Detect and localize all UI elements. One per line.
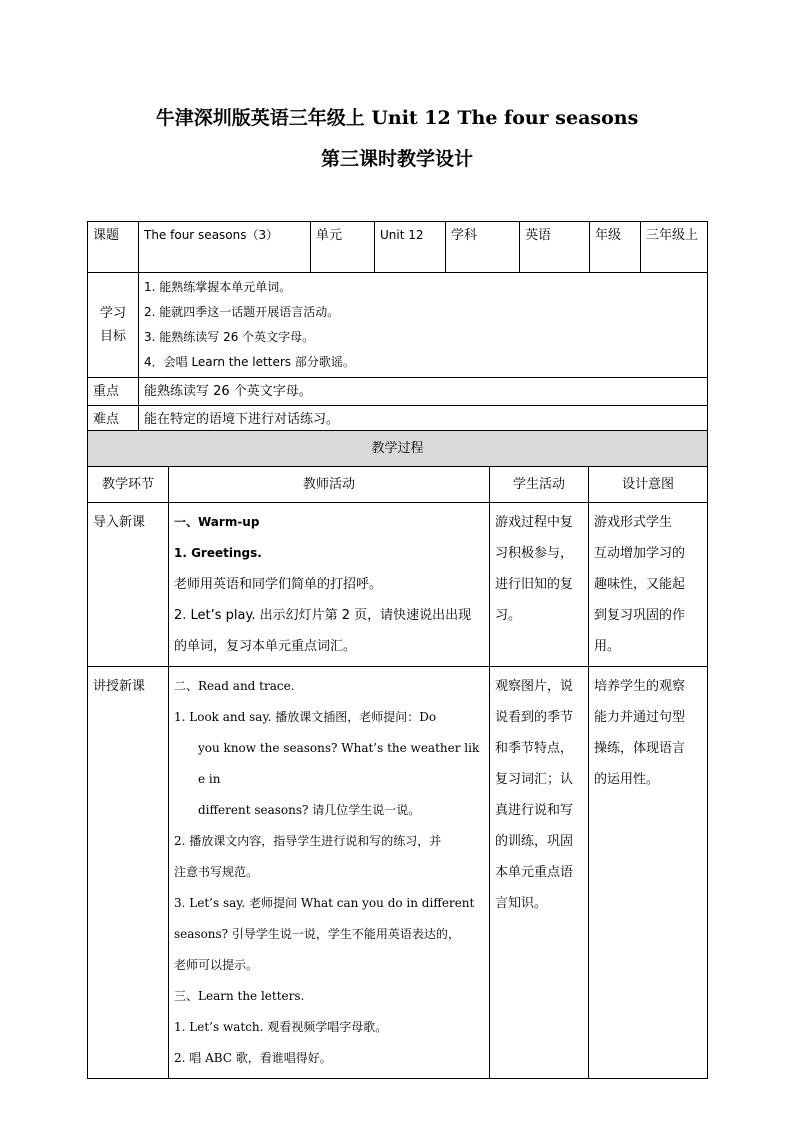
- process-header: 教学过程: [88, 431, 708, 467]
- teacher-line: seasons? 引导学生说一说，学生不能用英语表达的，: [174, 927, 460, 941]
- teacher-line: 三、Learn the letters.: [174, 989, 305, 1003]
- key-point-value: 能熟练读写 26 个英文字母。: [139, 378, 708, 406]
- student-line: 习。: [495, 608, 522, 623]
- student-line: 习积极参与，: [495, 546, 574, 561]
- label-key-point: 重点: [88, 378, 139, 406]
- objective-item: 2. 能就四季这一话题开展语言活动。: [144, 305, 340, 319]
- student-line: 观察图片，说: [495, 679, 574, 694]
- student-activity-cell: [490, 667, 589, 1079]
- label-topic: 课题: [88, 222, 139, 273]
- intent-line: 能力并通过句型: [594, 710, 686, 725]
- label-objectives-line1: 学习: [99, 306, 126, 321]
- table-row: [88, 503, 708, 667]
- document-title: 牛津深圳版英语三年级上 Unit 12 The four seasons: [155, 107, 639, 129]
- col-teacher: 教师活动: [169, 467, 490, 503]
- unit-value: Unit 12: [375, 222, 446, 273]
- teacher-line: 二、Read and trace.: [174, 679, 295, 693]
- intent-line: 的运用性。: [594, 772, 660, 787]
- student-line: 本单元重点语: [495, 865, 574, 880]
- label-subject: 学科: [446, 222, 520, 273]
- teacher-line: you know the seasons? What’s the weather like in: [198, 741, 480, 786]
- objective-item: 3. 能熟练读写 26 个英文字母。: [144, 330, 315, 344]
- teacher-line: 1. Look and say. 播放课文插图，老师提问：Do: [174, 710, 437, 724]
- objective-item: 4．会唱 Learn the letters 部分歌谣。: [144, 355, 355, 369]
- teacher-line: 1. Greetings.: [174, 546, 262, 560]
- stage-cell: 讲授新课: [88, 667, 169, 1079]
- student-line: 复习词汇；认: [495, 772, 574, 787]
- teacher-line: 一、Warm-up: [174, 515, 260, 529]
- lesson-info-table: [87, 221, 708, 434]
- document-subtitle: 第三课时教学设计: [320, 148, 473, 170]
- stage-cell: 导入新课: [88, 503, 169, 667]
- teacher-line: 注意书写规范。: [174, 865, 259, 879]
- difficult-point-value: 能在特定的语境下进行对话练习。: [139, 406, 708, 434]
- label-objectives-line2: 目标: [99, 329, 126, 344]
- intent-line: 用。: [594, 639, 621, 654]
- student-line: 说看到的季节: [495, 710, 574, 725]
- teacher-activity-cell: [169, 667, 490, 1079]
- intent-line: 互动增加学习的: [594, 546, 686, 561]
- student-line: 和季节特点，: [495, 741, 574, 756]
- table-row: [88, 667, 708, 1079]
- subject-value: 英语: [520, 222, 590, 273]
- teacher-line: 的单词，复习本单元重点词汇。: [174, 639, 357, 654]
- col-intent: 设计意图: [589, 467, 708, 503]
- objectives-list: [139, 273, 708, 378]
- intent-line: 操练，体现语言: [594, 741, 686, 756]
- teacher-line: 老师用英语和同学们简单的打招呼。: [174, 577, 383, 592]
- teacher-line: different seasons? 请几位学生说一说。: [198, 803, 421, 817]
- teacher-line: 1. Let’s watch. 观看视频学唱字母歌。: [174, 1020, 388, 1034]
- grade-value: 三年级上: [641, 222, 708, 273]
- teaching-process-table: [87, 430, 708, 1079]
- teacher-line: 3. Let’s say. 老师提问 What can you do in different: [174, 896, 475, 910]
- label-grade: 年级: [590, 222, 641, 273]
- student-line: 真进行说和写: [495, 803, 574, 818]
- col-stage: 教学环节: [88, 467, 169, 503]
- topic-value: The four seasons（3）: [139, 222, 311, 273]
- intent-line: 趣味性，又能起: [594, 577, 686, 592]
- teacher-activity-cell: [169, 503, 490, 667]
- student-line: 游戏过程中复: [495, 515, 574, 530]
- teacher-line: 2. 唱 ABC 歌，看谁唱得好。: [174, 1051, 332, 1065]
- design-intent-cell: [589, 667, 708, 1079]
- label-objectives: [88, 273, 139, 378]
- intent-line: 到复习巩固的作: [594, 608, 686, 623]
- col-student: 学生活动: [490, 467, 589, 503]
- objective-item: 1. 能熟练掌握本单元单词。: [144, 280, 292, 294]
- student-line: 进行旧知的复: [495, 577, 574, 592]
- design-intent-cell: [589, 503, 708, 667]
- intent-line: 培养学生的观察: [594, 679, 686, 694]
- student-line: 言知识。: [495, 896, 548, 911]
- teacher-line: 2. 播放课文内容，指导学生进行说和写的练习，并: [174, 834, 442, 848]
- student-line: 的训练，巩固: [495, 834, 574, 849]
- label-difficult-point: 难点: [88, 406, 139, 434]
- teacher-line: 2. Let’s play. 出示幻灯片第 2 页，请快速说出出现: [174, 608, 472, 623]
- label-unit: 单元: [311, 222, 375, 273]
- teacher-line: 老师可以提示。: [174, 958, 259, 972]
- intent-line: 游戏形式学生: [594, 515, 673, 530]
- student-activity-cell: [490, 503, 589, 667]
